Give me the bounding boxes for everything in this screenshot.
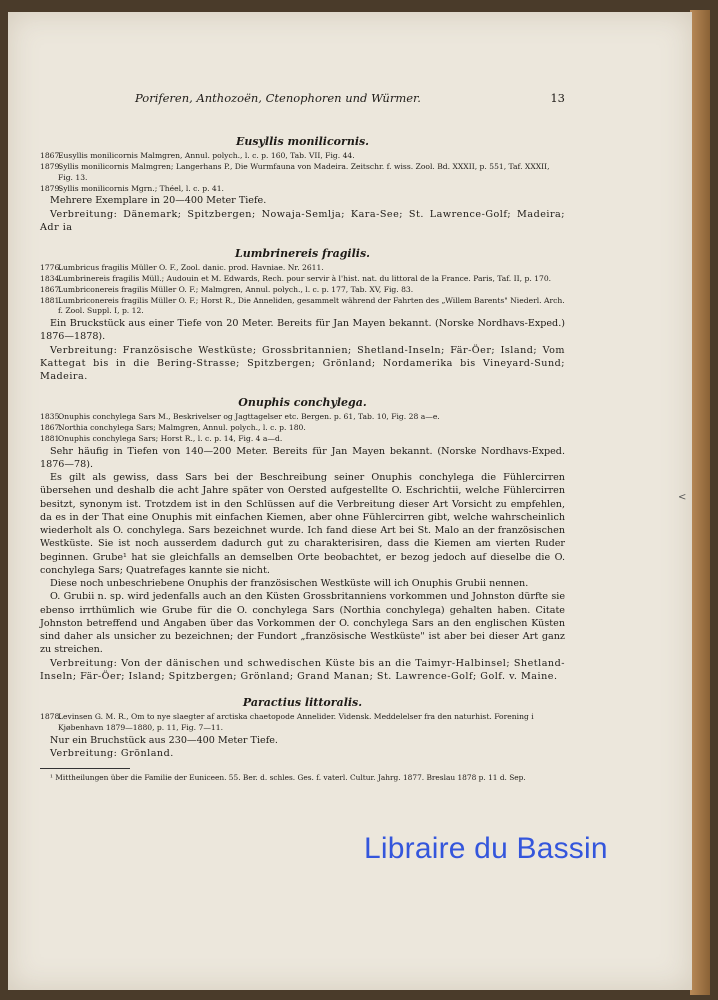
paragraph: Ein Bruckstück aus einer Tiefe von 20 Meter. Bereits für Jan Mayen bekannt. (Norske Nordhavs-Exped.) 1876—1878). — [40, 318, 565, 343]
reference: 1776.Lumbricus fragilis Müller O. F., Zool. danic. prod. Havniae. Nr. 2611. — [40, 263, 324, 273]
reference: 1879.Syllis monilicornis Mgrn.; Théel, l. c. p. 41. — [40, 183, 224, 193]
distribution-paragraph: Verbreitung: Französische Westküste; Grossbritannien; Shetland-Inseln; Fär-Öer; Island; Vom Kattegat bis in die Bering-Strasse; Spitzbergen; Grönland; Nordamerika bis Vineyard-Sund; Madeira. — [40, 344, 565, 383]
reference: 1881.Onuphis conchylega Sars; Horst R., l. c. p. 14, Fig. 4 a—d. — [40, 433, 283, 443]
paragraph: Sehr häufig in Tiefen von 140—200 Meter. Bereits für Jan Mayen bekannt. (Norske Nordhavs-Exped. 1876—78). — [40, 445, 565, 470]
reference: 1878.Levinsen G. M. R., Om to nye slaegter af arctiska chaetopode Annelider. Vidensk. Meddelelser fra den naturhist. Forening i Kjøbenhavn 1879—1880, p. 11, Fig. 7—11. — [40, 712, 534, 732]
margin-mark: < — [678, 492, 687, 503]
running-header — [135, 91, 565, 105]
reference: 1834.Lumbrinereis fragilis Müll.; Audouin et M. Edwards, Rech. pour servir à l'hist. nat. du littoral de la France. Paris, Taf. II, p. 170. — [40, 273, 552, 283]
paragraph: Nur ein Bruchstück aus 230—400 Meter Tiefe. — [50, 734, 278, 746]
paragraph: O. Grubii n. sp. wird jedenfalls auch an den Küsten Grossbritanniens vorkommen und Johnston dürfte sie ebenso irrthümlich wie Grube für die O. conchylega Sars (Northia conchylega) gehalten haben. Citate Johnston betreffend und Angaben über das Vorkommen der O. conchylega Sars an den englischen Küsten sind daher als unsicher zu bezeichnen; der Fundort „französische Westküste" ist aber bei dieser Art ganz zu streichen. — [40, 591, 565, 656]
footnote: ¹ Mittheilungen über die Familie der Euniceen. 55. Ber. d. schles. Ges. f. vaterl. Cultur. Jahrg. 1877. Breslau 1878 p. 11 d. Sep. — [50, 773, 526, 783]
reference: 1879.Syllis monilicornis Malmgren; Langerhans P., Die Wurmfauna von Madeira. Zeitschr. f. wiss. Zool. Bd. XXXII, p. 551, Taf. XXXII, Fig. 13. — [40, 161, 550, 182]
species-heading: Lumbrinereis fragilis. — [235, 247, 370, 260]
distribution-paragraph: Verbreitung: Von der dänischen und schwedischen Küste bis an die Taimyr-Halbinsel; Shetland-Inseln; Fär-Öer; Island; Spitzbergen; Grönland; Grand Manan; St. Lawrence-Golf; Golf. v. Maine. — [40, 657, 565, 682]
reference: 1867.Eusyllis monilicornis Malmgren, Annul. polych., l. c. p. 160, Tab. VII, Fig. 44. — [40, 151, 355, 161]
watermark: Libraire du Bassin — [364, 832, 608, 865]
paragraph: Es gilt als gewiss, dass Sars bei der Beschreibung seiner Onuphis conchylega die Fühlercirren übersehen und deshalb die acht Jahre später von Oersted aufgestellte O. Eschrichtii, welche Fühlercirren besitzt, synonym ist. Trotzdem ist in den Schlüssen auf die Verbreitung dieser Art Vorsicht zu empfehlen, da es in der That eine Onuphis mit einfachen Kiemen, aber ohne Fühlercirren gibt, welche wahrscheinlich wiederholt als O. conchylega. Sars bezeichnet wurde. Ich fand diese Art bei St. Malo an der französischen Westküste. Sie ist noch ausserdem dadurch gut zu charakterisiren, dass die Kiemen am vierten Ruder beginnen. Grube¹ hat sie gleichfalls an demselben Orte beobachtet, er bezog jedoch auf dieselbe die O. conchylega Sars; Quatrefages kannte sie nicht. — [40, 472, 565, 576]
species-heading: Paractius littoralis. — [242, 695, 363, 709]
page-body — [40, 128, 565, 784]
header-title: Poriferen, Anthozoën, Ctenophoren und Würmer. — [135, 91, 421, 105]
page-edge — [690, 10, 710, 995]
page-number: 13 — [550, 91, 565, 105]
reference: 1867.Lumbriconereis fragilis Müller O. F.; Malmgren, Annul. polych., l. c. p. 177, Tab. XV, Fig. 83. — [40, 284, 414, 294]
species-heading: Eusyllis monilicornis. — [235, 135, 370, 148]
paragraph: Mehrere Exemplare in 20—400 Meter Tiefe. — [50, 195, 267, 207]
reference: 1881.Lumbriconereis fragilis Müller O. F.; Horst R., Die Anneliden, gesammelt während der Fahrten des „Willem Barents" Niederl. Arch. f. Zool. Suppl. I, p. 12. — [40, 295, 565, 316]
distribution-paragraph: Verbreitung: Grönland. — [50, 747, 174, 759]
species-heading: Onuphis conchylega. — [238, 396, 367, 410]
paragraph: Diese noch unbeschriebene Onuphis der französischen Westküste will ich Onuphis Grubii nennen. — [50, 578, 529, 590]
footnote-rule — [40, 768, 130, 769]
reference: 1867.Northia conchylega Sars; Malmgren, Annul. polych., l. c. p. 180. — [40, 423, 306, 433]
reference: 1835.Onuphis conchylega Sars M., Beskrivelser og Jagttagelser etc. Bergen. p. 61, Tab. 10, Fig. 28 a—e. — [40, 412, 440, 422]
distribution-paragraph: Verbreitung: Dänemark; Spitzbergen; Nowaja-Semlja; Kara-See; St. Lawrence-Golf; Madeira; Adr ia — [40, 208, 565, 233]
